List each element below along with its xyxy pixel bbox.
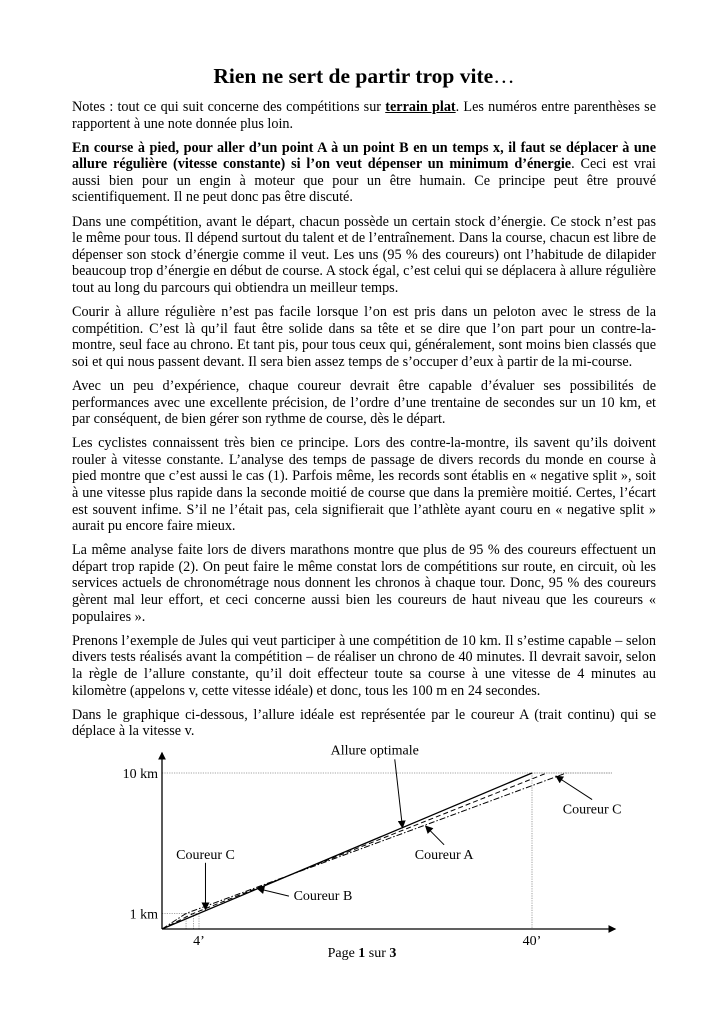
principle-bold: En course à pied, pour aller d’un point A à un point B en un temps x, il faut se déplacer à une allure régulière (vitesse constante) si l’on veut dépenser un minimum d’énergie (72, 139, 656, 173)
terrain-plat-emphasis: terrain plat (385, 99, 456, 115)
principle-rest: . Ceci est vrai aussi bien pour un engin à moteur que pour un être humain. Ce principe peut être prouvé scientifiquement. Il ne peut donc pas être discuté. (72, 156, 656, 206)
y-tick-label: 10 km (122, 767, 158, 782)
graph-intro-paragraph: Dans le graphique ci-dessous, l’allure idéale est représentée par le coureur A (trait continu) qui se déplace à la vitesse v. (72, 706, 656, 740)
title-ellipsis: … (493, 64, 515, 88)
x-tick-label: 4’ (193, 934, 205, 949)
annotation-arrow (426, 826, 445, 845)
notes-text: Notes : tout ce qui suit concerne des compétitions sur (72, 99, 386, 115)
footer-page-number: 1 (358, 946, 366, 961)
jules-example-paragraph: Prenons l’exemple de Jules qui veut participer à une compétition de 10 km. Il s’estime capable – selon divers tests réalisés avant la compétition – de réaliser un chrono de 40 minutes. Il devrait savoir, selon la règle de l’allure constante, qu’il doit effecteur toute sa course à une vitesse de 4 minutes au kilomètre (appelons v, cette vitesse idéale) et donc, tous les 100 m en 24 secondes. (72, 632, 656, 699)
annotation-label: Coureur A (414, 847, 474, 863)
peloton-paragraph: Courir à allure régulière n’est pas facile lorsque l’on est pris dans un peloton avec le stress de la compétition. C’est là qu’il faut être solide dans sa tête et se dire que l’on part pour un contre-la-montre, seul face au chrono. Et tant pis, pour tous ceux qui, généralement, sont moins bien classés que soi et qui nous passent devant. Il sera bien assez temps de s’occuper d’eux à partir de la mi-course. (72, 304, 656, 370)
annotation-label: Allure optimale (330, 743, 419, 759)
title-text: Rien ne sert de partir trop vite (213, 64, 494, 88)
notes-text-end: . Les numéros entre parenthèses se rapportent à une note donnée plus loin. (72, 99, 656, 132)
footer-total-pages: 3 (389, 946, 397, 961)
annotation-label: Coureur C (176, 847, 235, 863)
marathons-paragraph: La même analyse faite lors de divers marathons montre que plus de 95 % des coureurs effectuent un départ trop rapide (2). On peut faire le même constat lors de compétitions sur route, en circuit, où les services actuels de chronométrage nous donnent les chronos à chaque tour. Donc, 95 % des coureurs gèrent mal leur effort, et ceci concerne aussi bien les coureurs de haut niveau que les coureurs « populaires ». (72, 542, 656, 625)
experience-paragraph: Avec un peu d’expérience, chaque coureur devrait être capable d’évaluer ses possibilités de performances avec une excellente précision, de l’ordre d’une trentaine de secondes sur un 10 km, et par conséquent, de bien gérer son rythme de course, dès le départ. (72, 377, 656, 428)
annotation-arrow (556, 776, 592, 799)
annotation-label: Coureur C (562, 802, 622, 818)
cyclists-paragraph: Les cyclistes connaissent très bien ce principe. Lors des contre-la-montre, ils savent qu’ils doivent rouler à vitesse constante. L’analyse des temps de passage de divers records du monde en course à pied montre que c’est aussi le cas (1). Parfois même, les records sont établis en « negative split », soit à une vitesse plus rapide dans la seconde moitié de course que dans la première moitié. Certes, l’écart est souvent infime. S’il ne l’était pas, cela signifierait que l’athlète ayant couru en « negative split » aurait pu encore faire mieux. (72, 435, 656, 535)
annotation-arrow (257, 888, 289, 896)
annotation-label: Coureur B (293, 889, 353, 905)
y-tick-label: 1 km (129, 907, 158, 923)
energy-stock-paragraph: Dans une compétition, avant le départ, chacun possède un certain stock d’énergie. Ce stock n’est pas le même pour tous. Il dépend surtout du talent et de l’entraînement. Dans la course, chacun est libre de dépenser son stock d’énergie comme il veut. Les uns (95 % des coureurs) ont l’habitude de dilapider beaucoup trop d’énergie en début de course. A stock égal, c’est celui qui se déplacera à allure régulière tout au long du parcours qui obtiendra un meilleur temps. (72, 213, 656, 296)
footer-prefix: Page (327, 946, 359, 961)
footer-middle: sur (365, 946, 390, 961)
page-footer (0, 946, 724, 962)
annotation-arrow (395, 759, 403, 827)
x-tick-label: 40’ (522, 934, 542, 949)
